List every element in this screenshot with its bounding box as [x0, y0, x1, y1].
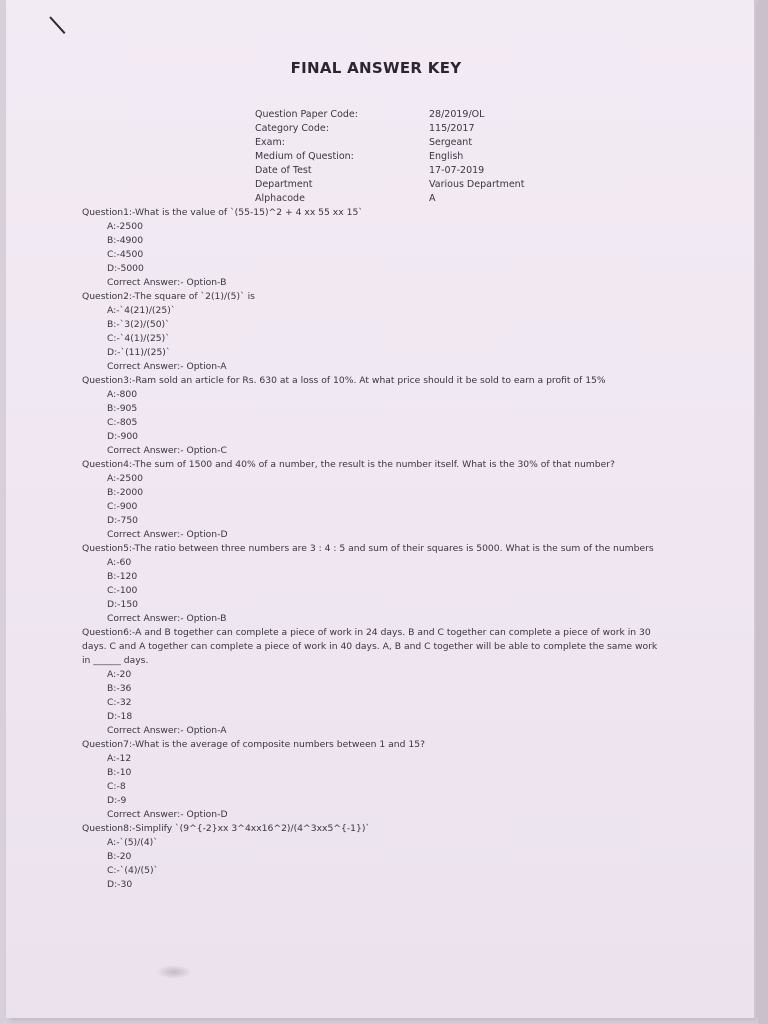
option: D:-5000: [107, 263, 144, 274]
question-text: Question4:-The sum of 1500 and 40% of a number, the result is the number itself. What is the 30% of that number?: [82, 459, 615, 470]
option: D:-`(11)/(25)`: [107, 347, 171, 358]
correct-answer: Correct Answer:- Option-A: [107, 361, 227, 372]
option: B:-36: [107, 683, 132, 694]
meta-label: Medium of Question:: [255, 151, 354, 162]
option: B:-2000: [107, 487, 144, 498]
meta-value: A: [429, 193, 436, 204]
pen-mark: [49, 16, 65, 34]
meta-label: Category Code:: [255, 123, 329, 134]
meta-row: [255, 108, 524, 122]
option: B:-20: [107, 851, 132, 862]
page-edge: [758, 0, 768, 1024]
option: C:-8: [107, 781, 126, 792]
meta-label: Date of Test: [255, 165, 312, 176]
option: D:-750: [107, 515, 139, 526]
option: D:-150: [107, 599, 139, 610]
option: B:-905: [107, 403, 138, 414]
question-text: Question6:-A and B together can complete a piece of work in 24 days. B and C together can complete a piece of work in 30: [82, 627, 651, 638]
question-text: days. C and A together can complete a piece of work in 40 days. A, B and C together will be able to complete the same work: [82, 641, 658, 652]
option: D:-18: [107, 711, 133, 722]
meta-value: Sergeant: [429, 137, 473, 148]
question-list: [82, 206, 682, 892]
option: B:-`3(2)/(50)`: [107, 319, 170, 330]
meta-row: [255, 150, 524, 164]
correct-answer: Correct Answer:- Option-B: [107, 613, 227, 624]
option: A:-12: [107, 753, 132, 764]
question-text: in ______ days.: [82, 655, 149, 666]
page-title: FINAL ANSWER KEY: [290, 59, 462, 77]
question-text: Question7:-What is the average of composite numbers between 1 and 15?: [82, 739, 425, 750]
meta-row: [255, 122, 524, 136]
option: A:-2500: [107, 473, 143, 484]
option: D:-9: [107, 795, 127, 806]
question-text: Question1:-What is the value of `(55-15)^2 + 4 xx 55 xx 15`: [82, 207, 363, 218]
question-text: Question8:-Simplify `(9^{-2}xx 3^4xx16^2)/(4^3xx5^{-1})`: [82, 823, 371, 834]
option: A:-`4(21)/(25)`: [107, 305, 176, 316]
option: C:-4500: [107, 249, 144, 260]
option: C:-100: [107, 585, 138, 596]
option: C:-900: [107, 501, 138, 512]
correct-answer: Correct Answer:- Option-C: [107, 445, 227, 456]
option: C:-`4(1)/(25)`: [107, 333, 170, 344]
option: C:-32: [107, 697, 132, 708]
option: C:-`(4)/(5)`: [107, 865, 159, 876]
option: A:-20: [107, 669, 132, 680]
meta-label: Question Paper Code:: [255, 109, 358, 120]
option: C:-805: [107, 417, 138, 428]
option: B:-10: [107, 767, 132, 778]
option: D:-900: [107, 431, 139, 442]
option: A:-2500: [107, 221, 143, 232]
option: A:-60: [107, 557, 132, 568]
option: D:-30: [107, 879, 133, 890]
answer-key-sheet: [6, 0, 754, 1018]
meta-row: [255, 178, 524, 192]
meta-value: 17-07-2019: [429, 165, 485, 176]
option: A:-800: [107, 389, 138, 400]
correct-answer: Correct Answer:- Option-D: [107, 529, 228, 540]
meta-row: [255, 164, 524, 178]
meta-value: 28/2019/OL: [429, 109, 485, 120]
meta-value: 115/2017: [429, 123, 475, 134]
option: A:-`(5)/(4)`: [107, 837, 158, 848]
option: B:-4900: [107, 235, 144, 246]
question-text: Question2:-The square of `2(1)/(5)` is: [82, 291, 255, 302]
scan-smudge: [156, 965, 192, 979]
meta-value: English: [429, 151, 464, 162]
meta-value: Various Department: [429, 179, 525, 190]
correct-answer: Correct Answer:- Option-A: [107, 725, 227, 736]
option: B:-120: [107, 571, 138, 582]
correct-answer: Correct Answer:- Option-D: [107, 809, 228, 820]
question-text: Question5:-The ratio between three numbers are 3 : 4 : 5 and sum of their squares is 5000. What is the sum of the numbers: [82, 543, 654, 554]
exam-details: [255, 108, 524, 206]
correct-answer: Correct Answer:- Option-B: [107, 277, 227, 288]
meta-label: Department: [255, 179, 313, 190]
question-text: Question3:-Ram sold an article for Rs. 630 at a loss of 10%. At what price should it be sold to earn a profit of 15%: [82, 375, 606, 386]
meta-row: [255, 136, 524, 150]
meta-label: Exam:: [255, 137, 285, 148]
meta-row: [255, 192, 524, 206]
meta-label: Alphacode: [255, 193, 305, 204]
